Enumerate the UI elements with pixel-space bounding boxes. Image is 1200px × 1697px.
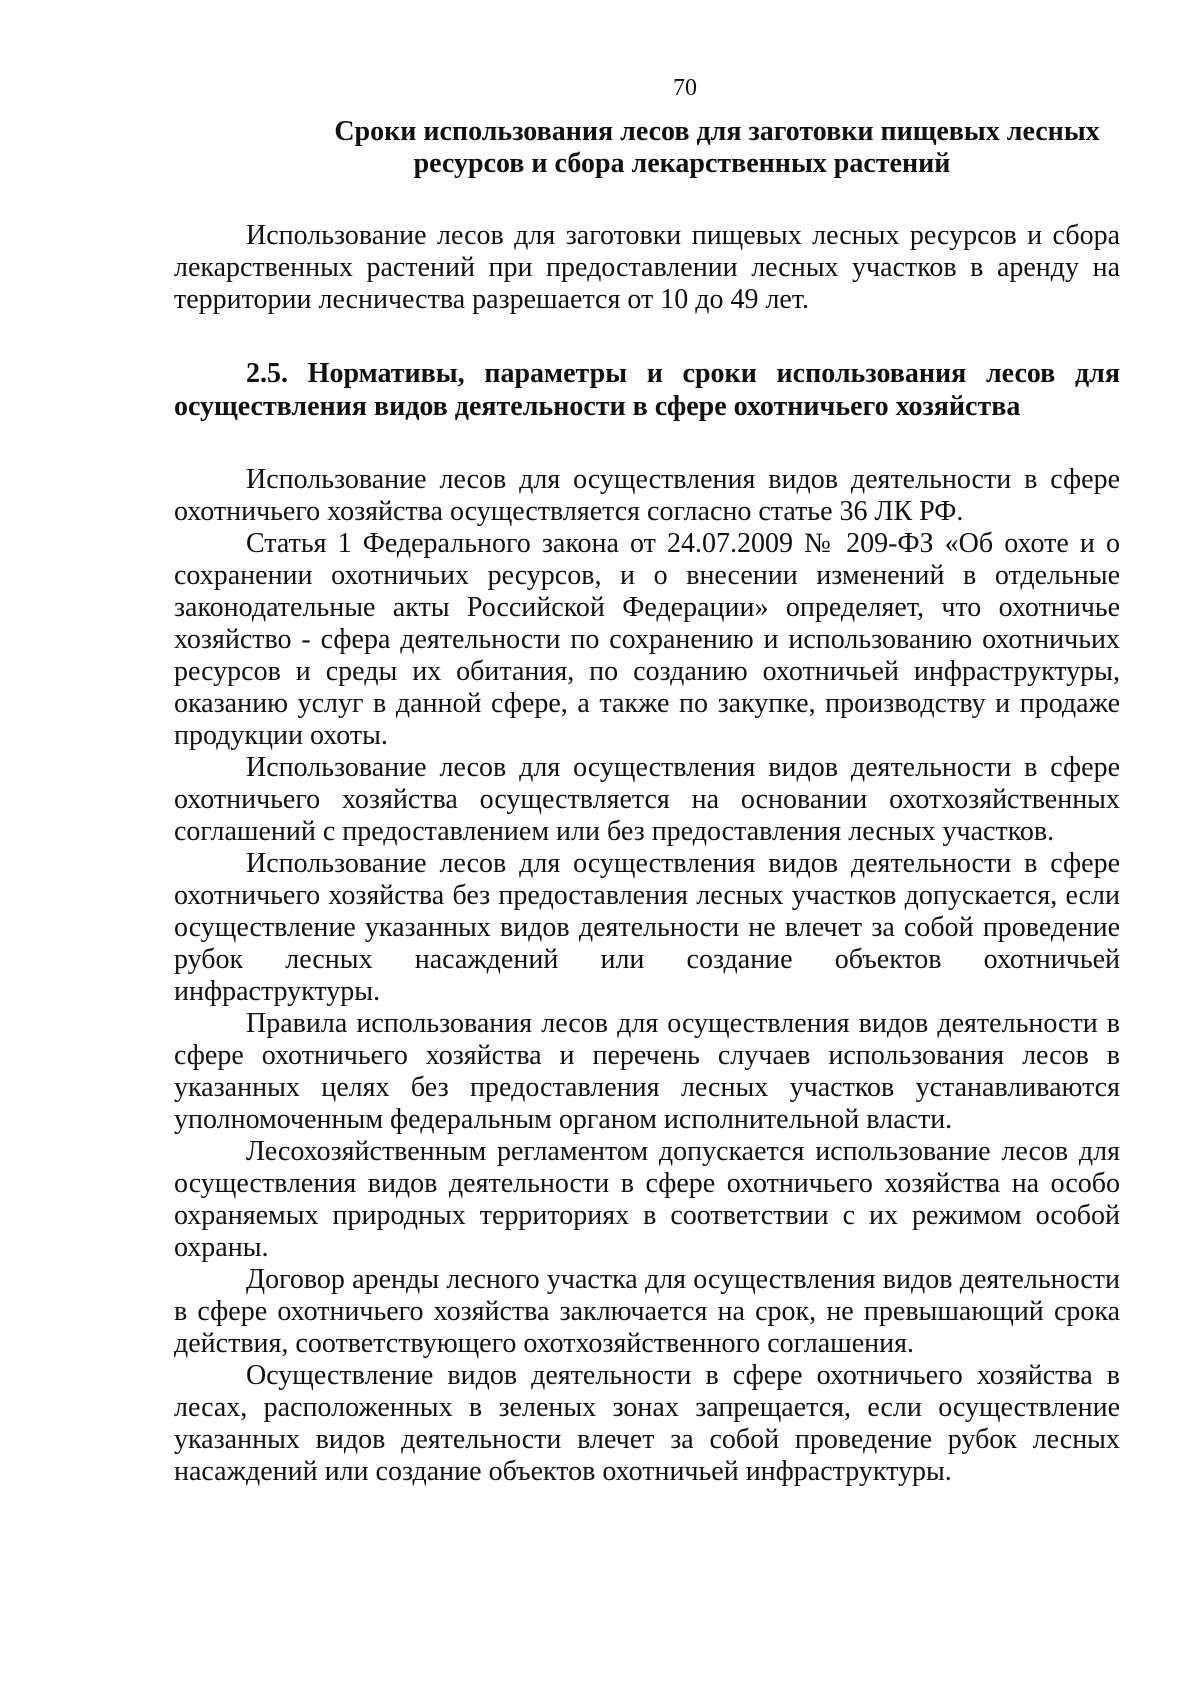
spacer	[174, 423, 1120, 464]
spacer	[174, 316, 1120, 357]
body-paragraph: Осуществление видов деятельности в сфере охотничьего хозяйства в лесах, расположенных в зеленых зонах запрещается, если осуществление указанных видов деятельности влечет за собой проведение рубок лесных насаждений или создание объектов охотничьей инфраструктуры.	[174, 1360, 1120, 1487]
body-paragraph: Использование лесов для осуществления видов деятельности в сфере охотничьего хозяйства осуществляется на основании охотхозяйственных соглашений с предоставлением или без предоставления лесных участков.	[174, 752, 1120, 847]
body-paragraph: Лесохозяйственным регламентом допускается использование лесов для осуществления видов деятельности в сфере охотничьего хозяйства на особо охраняемых природных территориях в соответствии с их режимом особой охраны.	[174, 1136, 1120, 1263]
body-paragraph: Правила использования лесов для осуществления видов деятельности в сфере охотничьего хозяйства и перечень случаев использования лесов в указанных целях без предоставления лесных участков устанавливаются уполномоченным федеральным органом исполнительной власти.	[174, 1008, 1120, 1135]
page-number: 70	[673, 75, 697, 101]
title-line-2: ресурсов и сбора лекарственных растений	[413, 148, 951, 179]
document-title	[174, 116, 1120, 180]
body-paragraph: Договор аренды лесного участка для осуществления видов деятельности в сфере охотничьего хозяйства заключается на срок, не превышающий срока действия, соответствующего охотхозяйственного соглашения.	[174, 1264, 1120, 1359]
body-paragraph: Использование лесов для осуществления видов деятельности в сфере охотничьего хозяйства осуществляется согласно статье 36 ЛК РФ.	[174, 464, 1120, 527]
section-heading: 2.5. Нормативы, параметры и сроки использования лесов для осуществления видов деятельности в сфере охотничьего хозяйства	[174, 358, 1120, 422]
intro-paragraph: Использование лесов для заготовки пищевых лесных ресурсов и сбора лекарственных растений при предоставлении лесных участков в аренду на территории лесничества разрешается от 10 до 49 лет.	[174, 220, 1120, 315]
body-paragraph: Использование лесов для осуществления видов деятельности в сфере охотничьего хозяйства без предоставления лесных участков допускается, если осуществление указанных видов деятельности не влечет за собой проведение рубок лесных насаждений или создание объектов охотничьей инфраструктуры.	[174, 848, 1120, 1007]
body-paragraph: Статья 1 Федерального закона от 24.07.2009 № 209-ФЗ «Об охоте и о сохранении охотничьих ресурсов, и о внесении изменений в отдельные законодательные акты Российской Федерации» определяет, что охотничье хозяйство - сфера деятельности по сохранению и использованию охотничьих ресурсов и среды их обитания, по созданию охотничьей инфраструктуры, оказанию услуг в данной сфере, а также по закупке, производству и продаже продукции охоты.	[174, 528, 1120, 751]
spacer	[174, 180, 1120, 220]
page-content	[174, 116, 1120, 1488]
title-line-1: Сроки использования лесов для заготовки пищевых лесных	[334, 116, 1100, 147]
